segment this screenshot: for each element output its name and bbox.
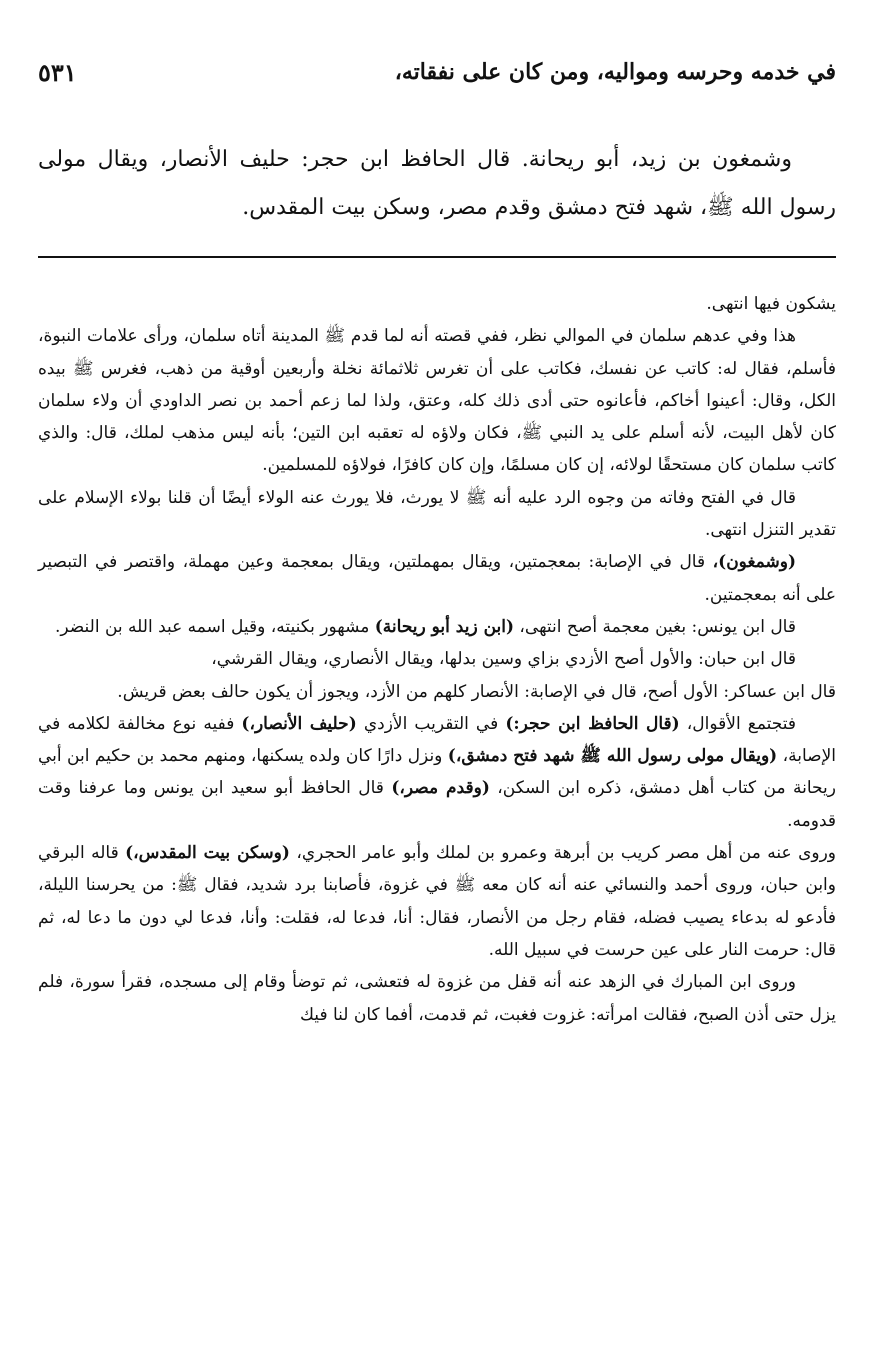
bold-quoted-phrase: (ويقال مولى رسول الله ﷺ شهد فتح دمشق،) [447, 746, 778, 767]
commentary-text: ففيه نوع مخالفة لكلامه في الإصابة، [38, 713, 836, 767]
page-header [38, 52, 836, 92]
commentary-text: وروى عنه من أهل مصر كريب بن أبرهة وعمرو بن لملك وأبو عامر الحجري، [289, 843, 836, 864]
commentary-text: في التقريب الأزدي [356, 713, 506, 734]
bold-quoted-phrase: (قال الحافظ ابن حجر:) [505, 713, 680, 734]
bold-quoted-phrase: (ابن زيد أبو ريحانة) [374, 616, 515, 637]
main-text-paragraph: وشمغون بن زيد، أبو ريحانة. قال الحافظ ابن حجر: حليف الأنصار، ويقال مولى رسول الله ﷺ، شهد فتح دمشق وقدم مصر، وسكن بيت المقدس. [38, 147, 836, 220]
commentary [38, 288, 836, 1031]
commentary-text: فتجتمع الأقوال، [679, 713, 797, 734]
bold-quoted-phrase: (وقدم مصر،) [391, 778, 490, 799]
commentary-text: هذا وفي عدهم سلمان في الموالي نظر، ففي قصته أنه لما قدم ﷺ المدينة أتاه سلمان، ورأى علامات النبوة، فأسلم، فقال له: كاتب عن نفسك، فكاتب على أن تغرس ثلاثمائة نخلة وأربعين أوقية من ذهب، فغرس ﷺ بيده الكل، وقال: أعينوا أخاكم، فأعانوه حتى أدى ذلك كله، وعتق، ولذا لما زعم أحمد بن نصر الداودي أن ولاء سلمان كان لأهل البيت، لأنه أسلم على يد النبي ﷺ، فكان ولاؤه له تعقبه ابن التين؛ بأنه ليس مذهب لملك، قال: والذي كاتب سلمان كان مستحقًا لولائه، إن كان مسلمًا، وإن كان كافرًا، فولاؤه للمسلمين. [38, 326, 836, 476]
commentary-paragraph [38, 288, 836, 320]
commentary-text: قال الحافظ أبو سعيد ابن يونس وما عرفنا وقت قدومه. [38, 778, 836, 831]
commentary-text: يشكون فيها انتهى. [706, 294, 836, 314]
commentary-text: قال في الفتح وفاته من وجوه الرد عليه أنه ﷺ لا يورث، فلا يورث عنه الولاء أيضًا أن قلنا بولاء الإسلام على تقدير التنزل انتهى. [38, 487, 836, 541]
commentary-paragraph [38, 837, 836, 966]
separator-rule [38, 256, 836, 258]
commentary-paragraph [38, 611, 836, 643]
bold-quoted-phrase: (حليف الأنصار،) [241, 713, 357, 734]
commentary-paragraph [38, 320, 836, 481]
commentary-paragraph [38, 546, 836, 611]
bold-quoted-phrase: (وسكن بيت المقدس،) [125, 843, 290, 864]
commentary-text: قال في الإصابة: بمعجمتين، ويقال بمهملتين، ويقال بمعجمة وعين مهملة، واقتصر في التبصير على أنه بمعجمتين. [38, 552, 836, 605]
commentary-text: قاله البرقي وابن حبان، وروى أحمد والنسائي عنه أنه كان معه ﷺ في غزوة، فأصابنا برد شديد، فقال ﷺ: من يحرسنا الليلة، فأدعو له بدعاء يصيب فضله، فقام رجل من الأنصار، فقال: أنا، فدعا له، فقلت: وأنا، فدعا لي دون ما دعا له، ثم قال: حرمت النار على عين حرست في سبيل الله. [38, 843, 836, 960]
page-number: ٥٣١ [38, 57, 77, 87]
commentary-text: قال ابن يونس: بغين معجمة أصح انتهى، [514, 616, 796, 637]
commentary-paragraph [38, 676, 836, 708]
commentary-paragraph [38, 966, 836, 1031]
commentary-paragraph [38, 708, 836, 837]
bold-quoted-phrase: (وشمغون)، [712, 552, 796, 573]
running-title: في خدمه وحرسه ومواليه، ومن كان على نفقاته، [394, 59, 836, 85]
commentary-text: وروى ابن المبارك في الزهد عنه أنه قفل من غزوة له فتعشى، ثم توضأ وقام إلى مسجده، فقرأ سورة، فلم يزل حتى أذن الصبح، فقالت امرأته: غزوت فغبت، ثم قدمت، أفما كان لنا فيك [38, 972, 836, 1025]
commentary-text: ونزل دارًا كان ولده يسكنها، ومنهم محمد بن حكيم ابن أبي ريحانة من كتاب أهل دمشق، ذكره ابن السكن، [38, 746, 836, 799]
commentary-paragraph [38, 643, 836, 675]
main-text [38, 136, 836, 232]
commentary-text: قال ابن حبان: والأول أصح الأزدي بزاي وسين بدلها، ويقال الأنصاري، ويقال القرشي، [211, 649, 796, 670]
commentary-text: مشهور بكنيته، وقيل اسمه عبد الله بن النضر. [54, 616, 375, 637]
commentary-text: قال ابن عساكر: الأول أصح، قال في الإصابة: الأنصار كلهم من الأزد، ويجوز أن يكون حالف بعض قريش. [117, 681, 836, 702]
commentary-paragraph [38, 482, 836, 547]
